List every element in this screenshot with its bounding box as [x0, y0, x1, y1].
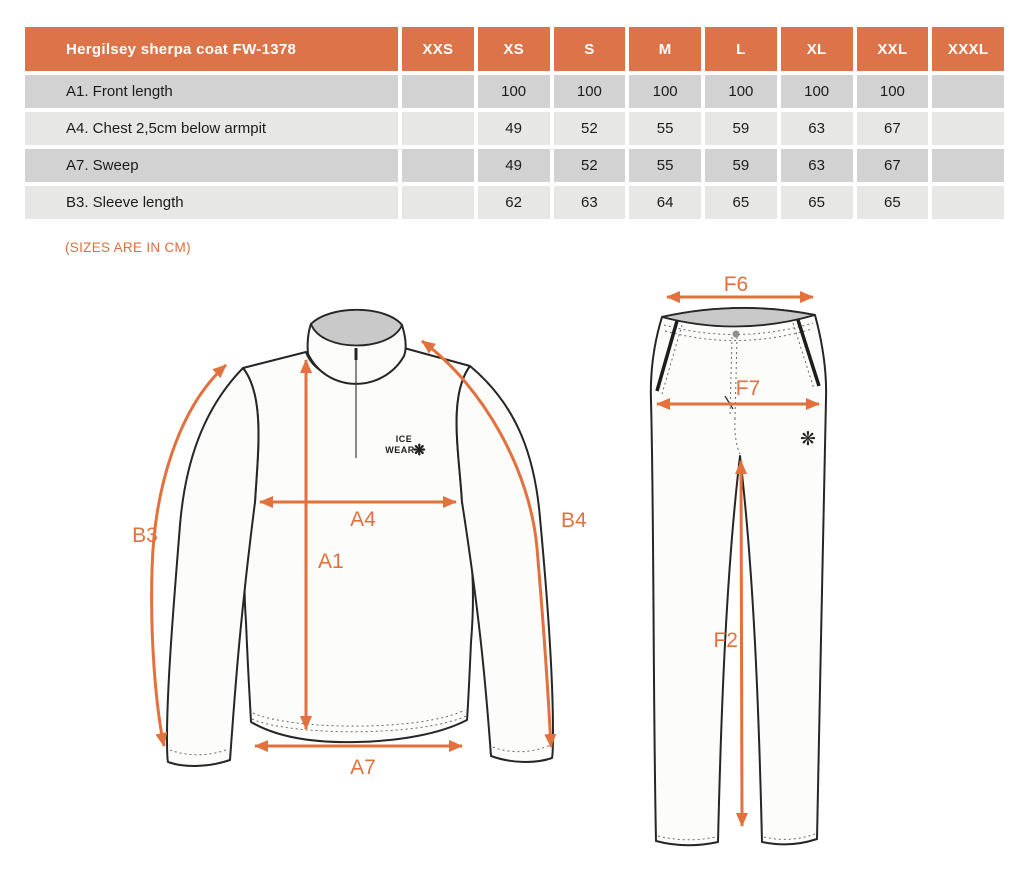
size-col-header: M: [629, 27, 701, 71]
size-col-header: XXXL: [932, 27, 1004, 71]
size-value-cell: 63: [554, 186, 626, 219]
brand-logo-line2: WEAR: [385, 445, 415, 455]
size-value-cell: [932, 149, 1004, 182]
brand-logo-line1: ICE: [395, 434, 413, 444]
size-value-cell: 65: [857, 186, 929, 219]
size-value-cell: 100: [705, 75, 777, 108]
size-value-cell: 55: [629, 149, 701, 182]
size-value-cell: 65: [781, 186, 853, 219]
size-value-cell: 49: [478, 112, 550, 145]
row-label: A4. Chest 2,5cm below armpit: [25, 112, 398, 145]
row-label: A1. Front length: [25, 75, 398, 108]
size-value-cell: 49: [478, 149, 550, 182]
label-b3: B3: [132, 524, 158, 547]
size-value-cell: 63: [781, 149, 853, 182]
size-col-header: XL: [781, 27, 853, 71]
size-col-header: XS: [478, 27, 550, 71]
coat-diagram: [120, 290, 620, 800]
size-value-cell: 100: [554, 75, 626, 108]
table-row: [25, 186, 1004, 219]
label-a1: A1: [318, 550, 344, 573]
size-col-header: XXL: [857, 27, 929, 71]
size-table: [21, 23, 1008, 223]
size-value-cell: 52: [554, 112, 626, 145]
snowflake-icon: ❋: [413, 442, 426, 459]
size-col-header: S: [554, 27, 626, 71]
size-value-cell: 59: [705, 112, 777, 145]
product-title: Hergilsey sherpa coat FW-1378: [25, 27, 398, 71]
table-row: [25, 112, 1004, 145]
size-value-cell: 55: [629, 112, 701, 145]
size-value-cell: 100: [478, 75, 550, 108]
size-col-header: L: [705, 27, 777, 71]
size-value-cell: 100: [629, 75, 701, 108]
size-table-header-row: [25, 27, 1004, 71]
snowflake-icon: ❋: [800, 429, 816, 450]
row-label: A7. Sweep: [25, 149, 398, 182]
label-a7: A7: [350, 756, 376, 779]
size-value-cell: [402, 112, 474, 145]
row-label: B3. Sleeve length: [25, 186, 398, 219]
size-col-header: XXS: [402, 27, 474, 71]
size-value-cell: 52: [554, 149, 626, 182]
size-value-cell: 67: [857, 149, 929, 182]
size-value-cell: 64: [629, 186, 701, 219]
table-row: [25, 149, 1004, 182]
label-b4: B4: [561, 509, 587, 532]
waist-button: [733, 331, 740, 338]
label-a4: A4: [350, 508, 376, 531]
coat-outline: [167, 310, 553, 766]
label-f2: F2: [713, 629, 738, 652]
size-value-cell: [402, 149, 474, 182]
size-value-cell: 67: [857, 112, 929, 145]
size-value-cell: [932, 112, 1004, 145]
size-value-cell: 62: [478, 186, 550, 219]
size-value-cell: [932, 75, 1004, 108]
size-value-cell: 100: [781, 75, 853, 108]
label-f7: F7: [735, 377, 761, 400]
arrow-f2: [741, 461, 742, 826]
size-value-cell: 63: [781, 112, 853, 145]
size-value-cell: 65: [705, 186, 777, 219]
size-value-cell: [932, 186, 1004, 219]
size-value-cell: [402, 75, 474, 108]
units-note: (SIZES ARE IN CM): [65, 240, 191, 255]
size-value-cell: 100: [857, 75, 929, 108]
label-f6: F6: [723, 273, 749, 296]
pants-diagram: [630, 275, 850, 875]
table-row: [25, 75, 1004, 108]
size-value-cell: 59: [705, 149, 777, 182]
size-value-cell: [402, 186, 474, 219]
